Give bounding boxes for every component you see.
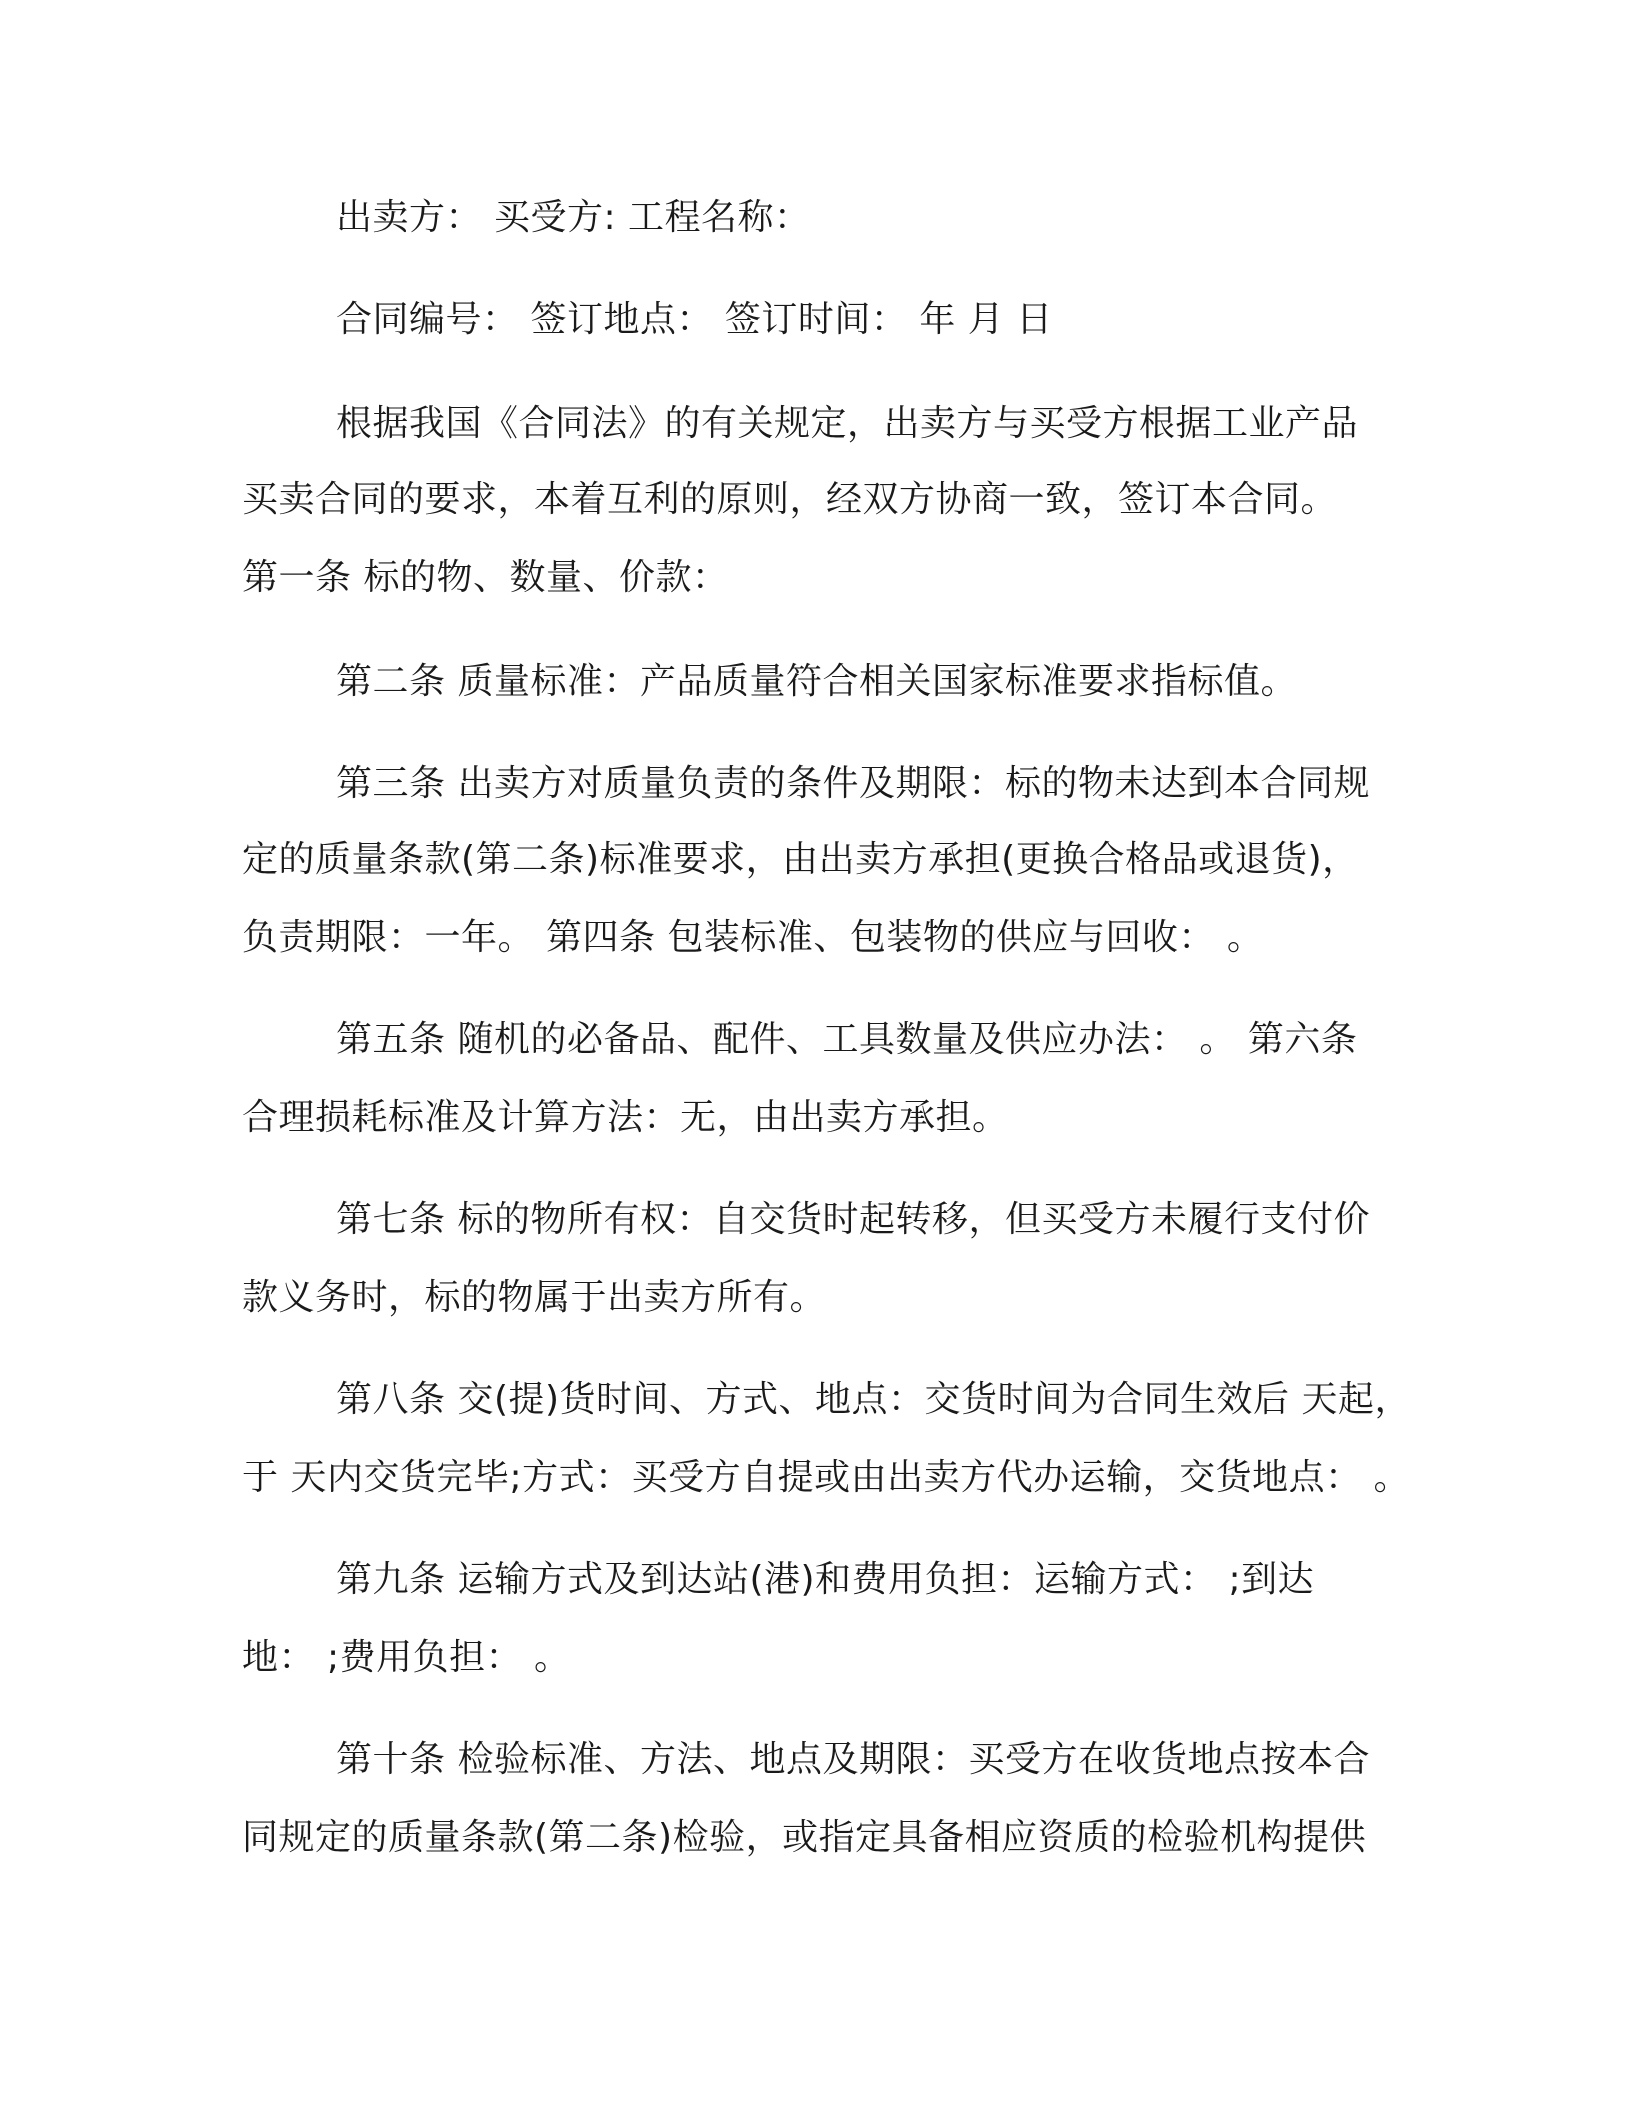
article-3-line-1: 第三条 出卖方对质量负责的条件及期限：标的物未达到本合同规 [336, 763, 1370, 804]
article-10-line-2: 同规定的质量条款(第二条)检验，或指定具备相应资质的检验机构提供 [242, 1817, 1367, 1858]
article-1-line: 第一条 标的物、数量、价款： [242, 557, 729, 598]
article-7-line-2: 款义务时，标的物属于出卖方所有。 [242, 1277, 827, 1318]
article-5-6-line: 第五条 随机的必备品、配件、工具数量及供应办法： 。 第六条 [336, 1019, 1358, 1060]
contract-info-line: 合同编号： 签订地点： 签订时间： 年 月 日 [336, 299, 1053, 340]
article-10-line-1: 第十条 检验标准、方法、地点及期限：买受方在收货地点按本合 [336, 1739, 1370, 1780]
preamble-line-1: 根据我国《合同法》的有关规定，出卖方与买受方根据工业产品 [336, 403, 1359, 444]
article-6-line: 合理损耗标准及计算方法：无，由出卖方承担。 [242, 1097, 1009, 1138]
article-9-line-1: 第九条 运输方式及到达站(港)和费用负担：运输方式： ;到达 [336, 1559, 1315, 1600]
article-8-line-2: 于 天内交货完毕;方式：买受方自提或由出卖方代办运输，交货地点： 。 [242, 1457, 1411, 1498]
article-9-line-2: 地： ;费用负担： 。 [242, 1637, 571, 1678]
article-2-line: 第二条 质量标准：产品质量符合相关国家标准要求指标值。 [336, 661, 1297, 702]
parties-line: 出卖方： 买受方: 工程名称： [336, 197, 811, 238]
article-8-line-1: 第八条 交(提)货时间、方式、地点：交货时间为合同生效后 天起， [336, 1379, 1411, 1420]
article-7-line-1: 第七条 标的物所有权：自交货时起转移，但买受方未履行支付价 [336, 1199, 1370, 1240]
article-3-4-line: 负责期限：一年。 第四条 包装标准、包装物的供应与回收： 。 [242, 917, 1264, 958]
preamble-line-2: 买卖合同的要求，本着互利的原则，经双方协商一致，签订本合同。 [242, 479, 1338, 520]
article-3-line-2: 定的质量条款(第二条)标准要求，由出卖方承担(更换合格品或退货)， [242, 839, 1359, 880]
